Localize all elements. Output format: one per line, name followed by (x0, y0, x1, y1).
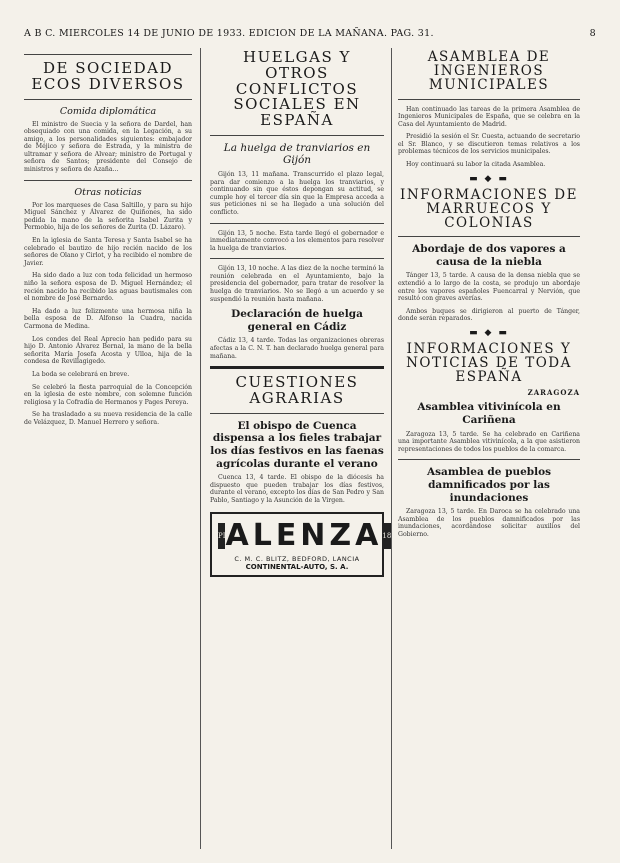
ad-line: CONTINENTAL-AUTO, S. A. (245, 563, 349, 572)
article-paragraph: Gijón 13, 10 noche. A las diez de la noche terminó la reunión celebrada en el Ayuntamiento, bajo la presidencia del gobernador, para tratar de resolver la huelga de tranviarios. No se llegó a un acuerdo y se suspendió la reunión hasta mañana. (210, 265, 384, 303)
article-paragraph: Zaragoza 13, 5 tarde. En Daroca se ha celebrado una Asamblea de los pueblos damnificados por las inundaciones, acordándose solicitar auxilios del Gobierno. (398, 508, 580, 538)
column-rule (391, 48, 392, 849)
page-header (24, 28, 596, 42)
section-heading: Declaración de huelga general en Cádiz (231, 308, 363, 333)
divider (398, 236, 580, 237)
column-3 (398, 48, 580, 849)
article-paragraph: Ha sido dado a luz con toda felicidad un hermoso niño la señora esposa de D. Miguel Hernández; el recién nacido ha recibido las aguas bautismales con el nombre de José Bernardo. (24, 272, 192, 303)
article-paragraph: Se celebró la fiesta parroquial de la Concepción en la iglesia de este nombre, con solemne función religiosa y la Cofradía de Hermanos y Pages Pereya. (24, 383, 192, 406)
divider (398, 99, 580, 100)
column-2-title: HUELGAS Y OTROS CONFLICTOS SOCIALES EN ESPAÑA (233, 48, 361, 129)
article-paragraph: En la iglesia de Santa Teresa y Santa Isabel se ha celebrado el bautizo de hijo recién nacido de los señores de Olano y Cirlot, y ha recibido el nombre de Javier. (24, 237, 192, 267)
header-dateline: A B C. MIERCOLES 14 DE JUNIO DE 1933. EDICION DE LA MAÑANA. PAG. 31. (24, 28, 434, 39)
column-1 (24, 48, 192, 849)
advertisement (210, 512, 392, 577)
divider (210, 413, 384, 414)
column-rule (200, 48, 201, 849)
section-heading: Asamblea de pueblos damnificados por las inundaciones (426, 466, 552, 504)
divider (24, 99, 192, 100)
section-heading: Asamblea vitivinícola en Cariñena (417, 401, 561, 427)
ornament-icon: ▬ ◆ ▬ (469, 173, 509, 184)
section-heading: Abordaje de dos vapores a causa de la niebla (412, 243, 566, 268)
ad-brand: ALENZA (225, 518, 383, 554)
article-paragraph: Se ha trasladado a su nueva residencia de la calle de Velázquez, D. Manuel Herrero y señora. (24, 411, 192, 426)
column-2 (210, 48, 392, 849)
divider (210, 366, 384, 369)
column-3-title: ASAMBLEA DE INGENIEROS MUNICIPALES (427, 49, 551, 94)
divider (398, 459, 580, 460)
place-heading: ZARAGOZA (527, 388, 580, 398)
ad-badge: PI (218, 523, 225, 549)
article-paragraph: Hoy continuará su labor la citada Asamblea. (406, 161, 546, 169)
article-paragraph: Tánger 13, 5 tarde. A causa de la densa niebla que se extendió a lo largo de la costa, se produjo un abordaje entre los vapores españoles Fuencarral y Nervión, que resultó con graves averías. (398, 272, 580, 303)
divider (210, 135, 384, 136)
article-paragraph: El ministro de Suecia y la señora de Dardel, han obsequiado con una comida, en la Legación, a su amigo, a los personalidades siguientes: embajador de Méjico y señora de Estrada, y la ministra de ultramar y señora de Alvear; ministro de Portugal y señora de Santos; presidente del Consejo de ministros y señora de Azaña... (24, 120, 192, 174)
article-paragraph: Ha dado a luz felizmente una hermosa niña la bella esposa de D. Alfonso la Cuadra, nacida Carmona de Medina. (24, 307, 192, 330)
divider (24, 180, 192, 181)
cuestiones-agrarias-title: CUESTIONES AGRARIAS (235, 373, 359, 407)
article-paragraph: Gijón 13, 11 mañana. Transcurrido el plazo legal, para dar comienzo a la huelga los tranviarios, y continuando sin que éstos depongan su actitud, se cumple hoy el tercer día sin que la Empresa acceda a sus peticiones ni se ha llegado a una solución del conflicto. (210, 170, 384, 216)
ornament-icon: ▬ ◆ ▬ (469, 327, 509, 338)
article-paragraph: Los condes del Real Aprecio han pedido para su hijo D. Antonio Álvarez Bernal, la mano de la bella señorita María Josefa Acosta y Ulloa, hija de la condesa de Revillagigedo. (24, 335, 192, 366)
header-page-mark: 8 (589, 28, 596, 39)
divider (210, 223, 384, 224)
article-paragraph: Ambos buques se dirigieron al puerto de Tánger, donde serán reparados. (398, 307, 580, 323)
article-paragraph: Por los marqueses de Casa Saltillo, y para su hijo Miguel Sánchez y Álvarez de Quiñones, ha sido pedida la mano de la señorita Isabel Zurita y Permobio, hija de los señores de Zurita (D. Lázaro). (24, 201, 192, 232)
column-1-title: DE SOCIEDAD ECOS DIVERSOS (31, 59, 185, 93)
marruecos-title: INFORMACIONES DE MARRUECOS Y COLONIAS (400, 186, 578, 232)
section-heading: El obispo de Cuenca dispensa a los fieles trabajar los días festivos en las faenas agrícolas durante el verano (210, 419, 384, 470)
section-heading: Otras noticias (74, 186, 142, 198)
section-heading: La huelga de tranviarios en Gijón (223, 141, 371, 167)
section-heading: Comida diplomática (59, 105, 157, 117)
ad-line: C. M. C. BLITZ, BEDFORD, LANCIA (234, 555, 360, 564)
article-paragraph: Zaragoza 13, 5 tarde. Se ha celebrado en Cariñena una importante Asamblea vitivinícola, a la que asistieron representaciones de todos los pueblos de la comarca. (398, 430, 580, 453)
divider (24, 54, 192, 55)
toda-espana-title: INFORMACIONES Y NOTICIAS DE TODA ESPAÑA (406, 340, 572, 386)
divider (210, 258, 384, 259)
article-paragraph: Han continuado las tareas de la primera Asamblea de Ingenieros Municipales de España, que se celebra en la Casa del Ayuntamiento de Madrid. (398, 105, 580, 128)
article-paragraph: Presidió la sesión el Sr. Cuesta, actuando de secretario el Sr. Blanco, y se discutieron temas relativos a los problemas técnicos de los servicios municipales. (398, 133, 580, 156)
ad-badge: 18 (382, 523, 391, 549)
article-paragraph: Gijón 13, 5 noche. Esta tarde llegó el gobernador e inmediatamente convocó a los elementos para resolver la huelga de tranviarios. (210, 229, 384, 252)
article-paragraph: Cuenca 13, 4 tarde. El obispo de la diócesis ha dispuesto que pueden trabajar los días festivos, durante el verano, excepto los días de San Pedro y San Pablo, Santiago y la Asunción de la Virgen. (210, 474, 384, 504)
article-paragraph: Cádiz 13, 4 tarde. Todas las organizaciones obreras afectas a la C. N. T. han declarado huelga general para mañana. (210, 337, 384, 360)
article-paragraph: La boda se celebrará en breve. (32, 370, 130, 378)
